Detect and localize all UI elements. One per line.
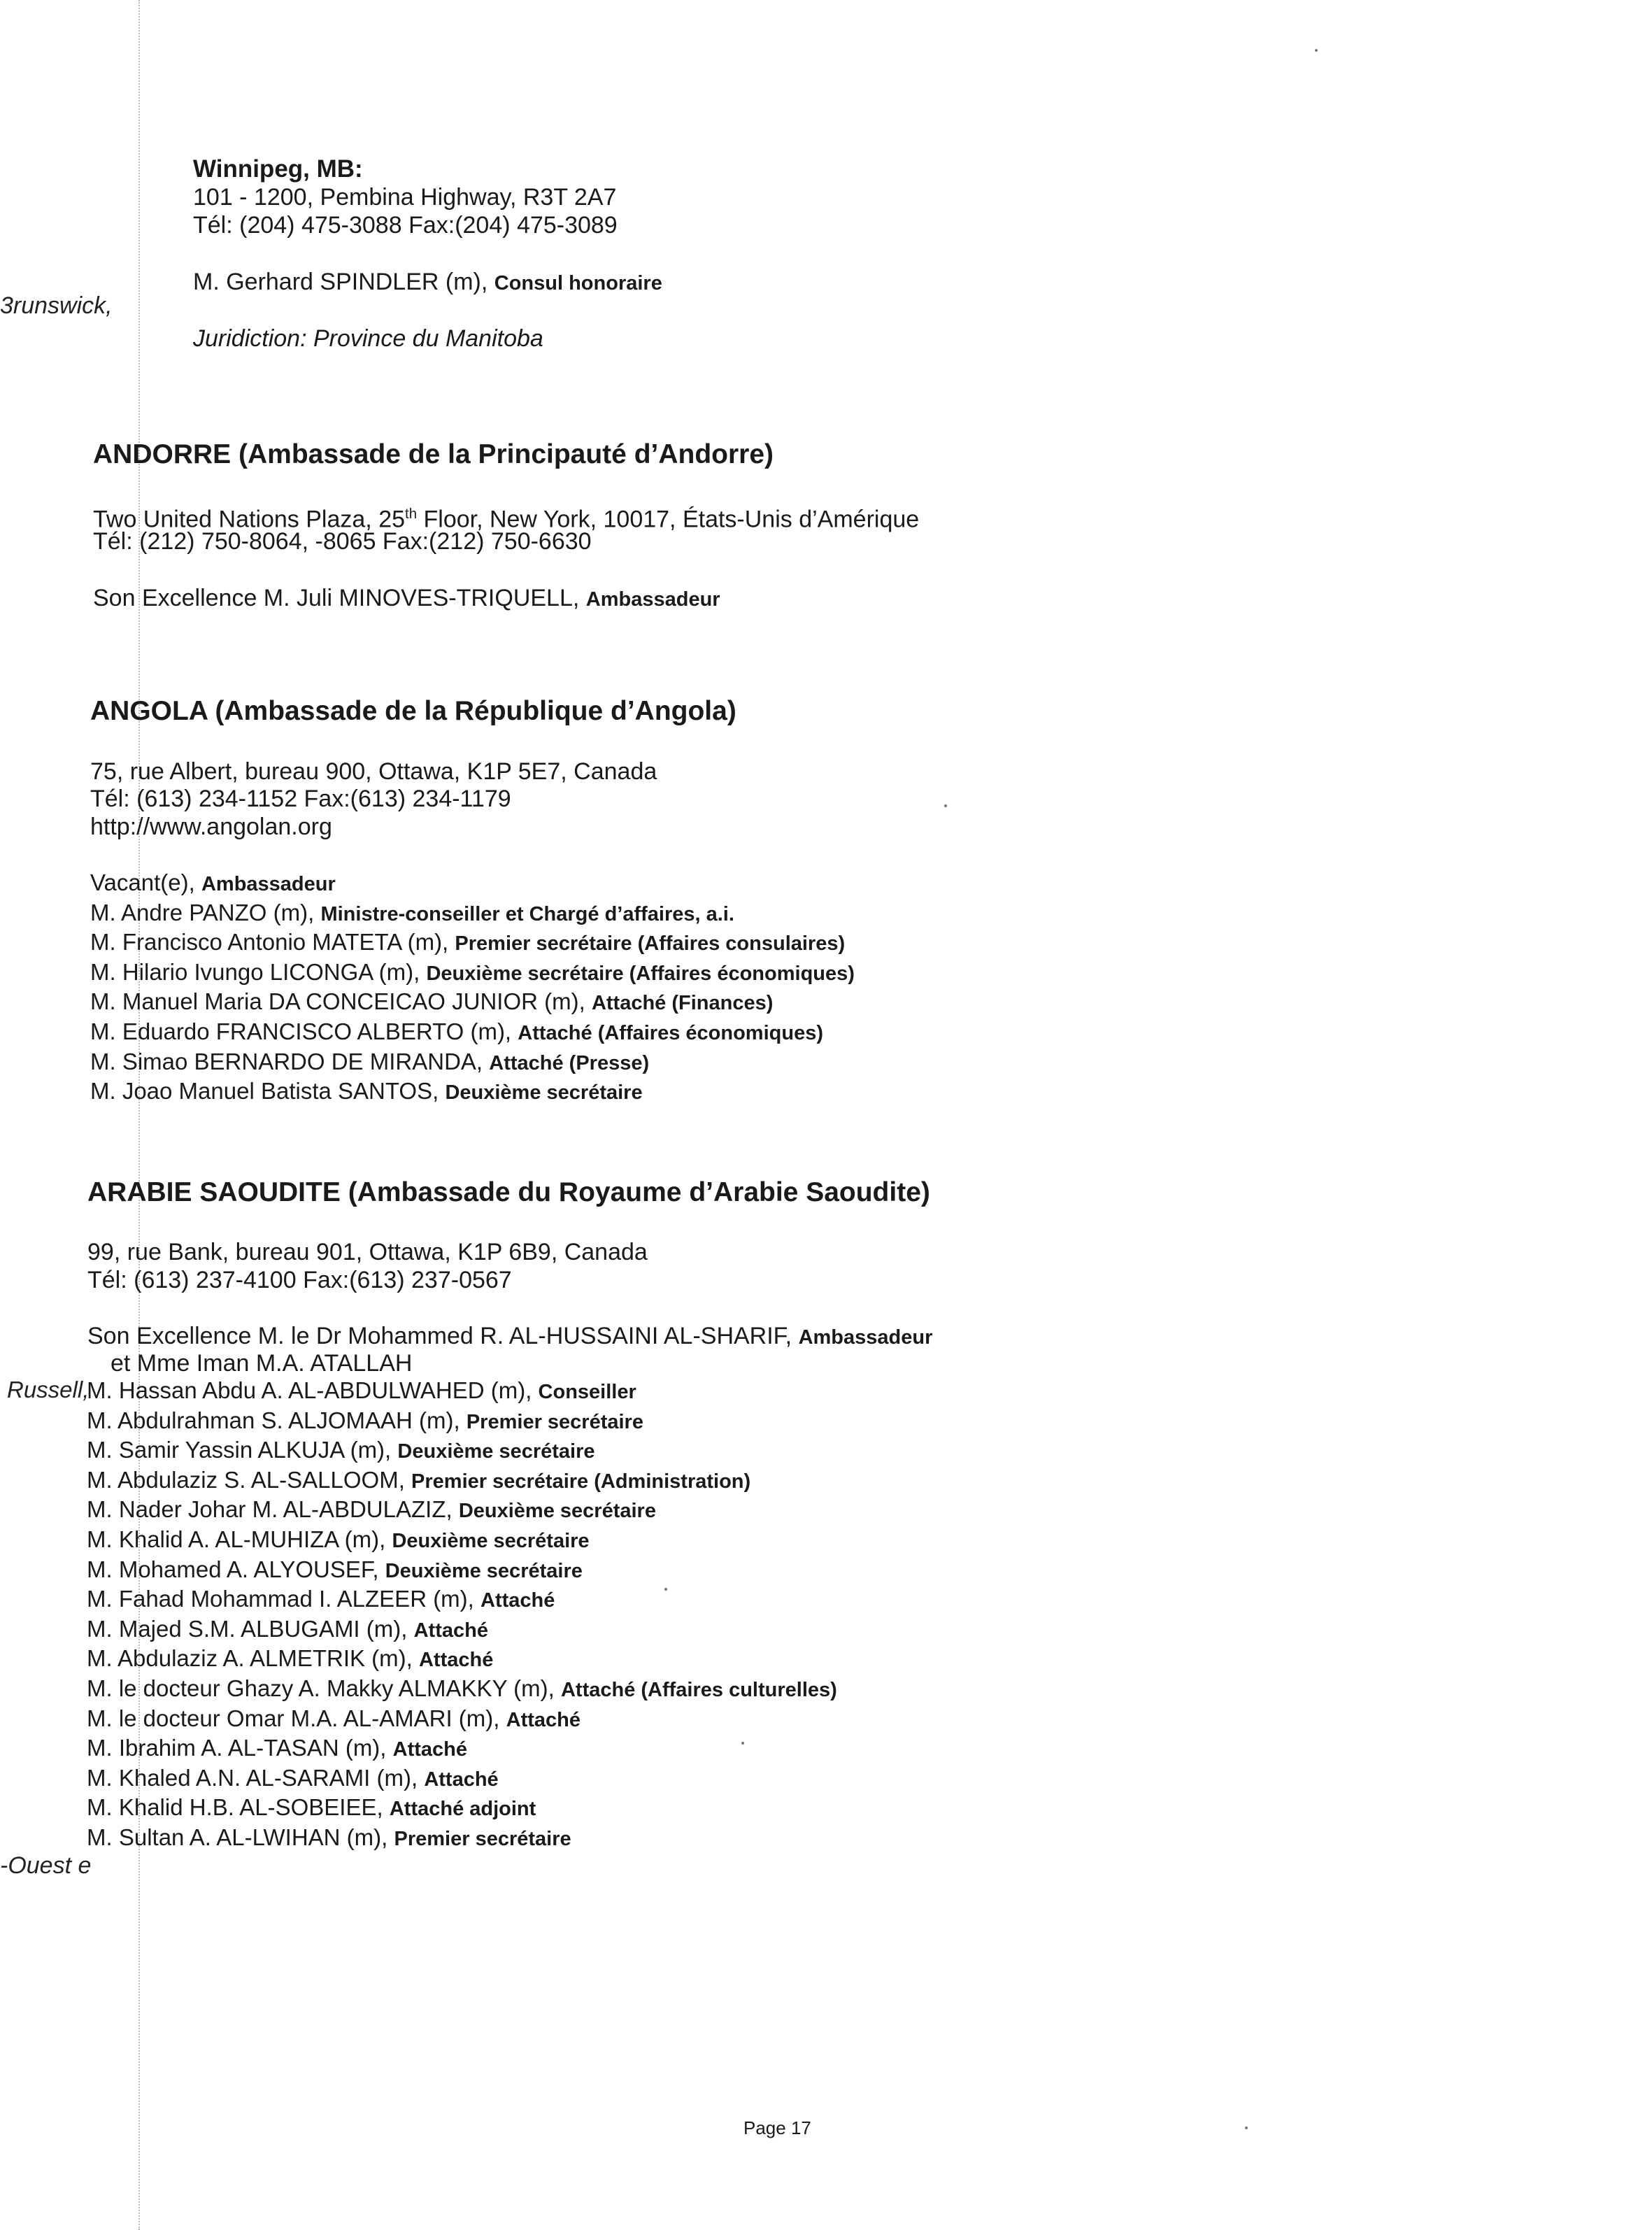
list-item [87,1556,837,1586]
staff-name: M. Eduardo FRANCISCO ALBERTO (m), [90,1018,512,1044]
staff-role: Ministre-conseiller et Chargé d’affaires, a.i. [320,902,734,925]
staff-name: M. Francisco Antonio MATETA (m), [90,929,449,956]
staff-role: Attaché [392,1738,467,1761]
staff-name: M. Samir Yassin ALKUJA (m), [87,1437,392,1463]
staff-role: Attaché [480,1589,555,1612]
list-item [87,1407,837,1437]
winnipeg-phone: Tél: (204) 475-3088 Fax:(204) 475-3089 [193,212,618,239]
angola-address: 75, rue Albert, bureau 900, Ottawa, K1P 5E7, Canada [90,758,657,785]
list-item [87,1645,837,1675]
staff-role: Attaché (Presse) [489,1051,650,1074]
margin-note-top: 3runswick, [0,292,113,319]
staff-role: Deuxième secrétaire [445,1081,643,1105]
arabie-head-name: Son Excellence M. le Dr Mohammed R. AL-HUSSAINI AL-SHARIF, [87,1323,792,1349]
winnipeg-person-role: Consul honoraire [494,272,662,294]
staff-role: Attaché [418,1649,494,1672]
andorre-address-pre: Two United Nations Plaza, 25 [93,506,406,533]
staff-role: Deuxième secrétaire [385,1559,583,1582]
list-item [90,869,855,899]
list-item [87,1496,837,1526]
staff-name: M. Khaled A.N. AL-SARAMI (m), [87,1764,418,1791]
staff-role: Conseiller [538,1381,636,1403]
staff-name: M. Abdulrahman S. ALJOMAAH (m), [87,1407,460,1433]
staff-name: M. Khalid H.B. AL-SOBEIEE, [87,1794,383,1821]
angola-website: http://www.angolan.org [90,814,332,840]
list-item [90,1077,855,1107]
staff-name: M. Fahad Mohammad I. ALZEER (m), [87,1586,474,1612]
staff-name: M. Ibrahim A. AL-TASAN (m), [87,1735,387,1761]
staff-name: M. Abdulaziz A. ALMETRIK (m), [87,1645,413,1672]
winnipeg-jurisdiction: Juridiction: Province du Manitoba [193,325,543,352]
list-item [87,1764,837,1794]
staff-role: Premier secrétaire [466,1410,643,1433]
staff-role: Attaché (Affaires économiques) [518,1021,823,1044]
staff-role: Attaché adjoint [389,1798,536,1821]
list-item [87,1824,837,1854]
scan-speck [1245,2126,1248,2129]
staff-role: Premier secrétaire [394,1827,571,1850]
andorre-head [93,584,720,613]
arabie-title: ARABIE SAOUDITE (Ambassade du Royaume d’Arabie Saoudite) [87,1177,930,1207]
staff-role: Premier secrétaire (Administration) [411,1470,751,1493]
staff-name: M. le docteur Ghazy A. Makky ALMAKKY (m), [87,1675,555,1701]
andorre-head-name: Son Excellence M. Juli MINOVES-TRIQUELL, [93,585,580,611]
andorre-phone: Tél: (212) 750-8064, -8065 Fax:(212) 750-6630 [93,528,592,555]
list-item [87,1585,837,1615]
staff-name: M. Nader Johar M. AL-ABDULAZIZ, [87,1496,453,1523]
staff-name: M. Joao Manuel Batista SANTOS, [90,1078,439,1105]
andorre-address-post: Floor, New York, 10017, États-Unis d’Amérique [417,506,920,533]
andorre-head-role: Ambassadeur [585,588,720,611]
winnipeg-person [193,268,662,297]
list-item [90,899,855,929]
staff-name: M. Hassan Abdu A. AL-ABDULWAHED (m), [87,1377,532,1403]
staff-role: Attaché [506,1708,581,1731]
staff-name: M. Hilario Ivungo LICONGA (m), [90,958,420,985]
arabie-head-role: Ambassadeur [798,1326,933,1349]
staff-name: M. Khalid A. AL-MUHIZA (m), [87,1526,386,1552]
angola-title: ANGOLA (Ambassade de la République d’Angola) [90,696,736,726]
staff-name: M. Abdulaziz S. AL-SALLOOM, [87,1466,405,1493]
andorre-title: ANDORRE (Ambassade de la Principauté d’Andorre) [93,439,774,469]
staff-name: M. Majed S.M. ALBUGAMI (m), [87,1615,408,1642]
list-item [90,988,855,1018]
list-item [87,1466,837,1496]
arabie-staff-list [87,1377,837,1854]
list-item [90,1048,855,1078]
staff-role: Deuxième secrétaire [397,1440,595,1463]
staff-name: M. Simao BERNARDO DE MIRANDA, [90,1048,483,1074]
staff-name: Vacant(e), [90,869,195,895]
angola-staff-list [90,869,855,1107]
arabie-spouse: et Mme Iman M.A. ATALLAH [111,1350,413,1377]
staff-name: M. Mohamed A. ALYOUSEF, [87,1556,379,1582]
list-item [87,1615,837,1645]
list-item [87,1794,837,1824]
staff-name: M. le docteur Omar M.A. AL-AMARI (m), [87,1705,500,1731]
staff-role: Attaché (Affaires culturelles) [560,1678,837,1701]
list-item [87,1705,837,1735]
scan-dotted-line [138,0,141,2230]
list-item [90,928,855,958]
arabie-address: 99, rue Bank, bureau 901, Ottawa, K1P 6B9, Canada [87,1239,648,1265]
arabie-head [87,1322,932,1351]
margin-note-middle: Russell, [7,1377,90,1402]
list-item [87,1377,837,1407]
scan-speck [944,804,947,807]
list-item [90,958,855,988]
staff-role: Deuxième secrétaire [392,1529,590,1552]
margin-note-bottom: -Ouest e [0,1852,92,1879]
staff-name: M. Manuel Maria DA CONCEICAO JUNIOR (m), [90,988,585,1015]
staff-role: Deuxième secrétaire (Affaires économiques) [426,962,855,985]
staff-role: Deuxième secrétaire [458,1500,656,1523]
list-item [90,1018,855,1048]
list-item [87,1675,837,1705]
andorre-address-sup: th [405,506,418,522]
staff-role: Attaché [413,1619,488,1642]
staff-role: Ambassadeur [201,873,336,895]
page-number: Page 17 [743,2117,811,2138]
winnipeg-heading: Winnipeg, MB: [193,155,363,183]
staff-role: Attaché (Finances) [591,992,774,1015]
winnipeg-address: 101 - 1200, Pembina Highway, R3T 2A7 [193,184,617,211]
staff-name: M. Andre PANZO (m), [90,899,315,925]
staff-role: Attaché [424,1768,499,1791]
angola-phone: Tél: (613) 234-1152 Fax:(613) 234-1179 [90,786,511,812]
staff-name: M. Sultan A. AL-LWIHAN (m), [87,1824,388,1850]
winnipeg-person-name: M. Gerhard SPINDLER (m), [193,269,488,295]
list-item [87,1734,837,1764]
list-item [87,1436,837,1466]
arabie-phone: Tél: (613) 237-4100 Fax:(613) 237-0567 [87,1267,512,1293]
list-item [87,1526,837,1556]
scan-speck [1315,49,1318,52]
staff-role: Premier secrétaire (Affaires consulaires) [455,932,846,956]
